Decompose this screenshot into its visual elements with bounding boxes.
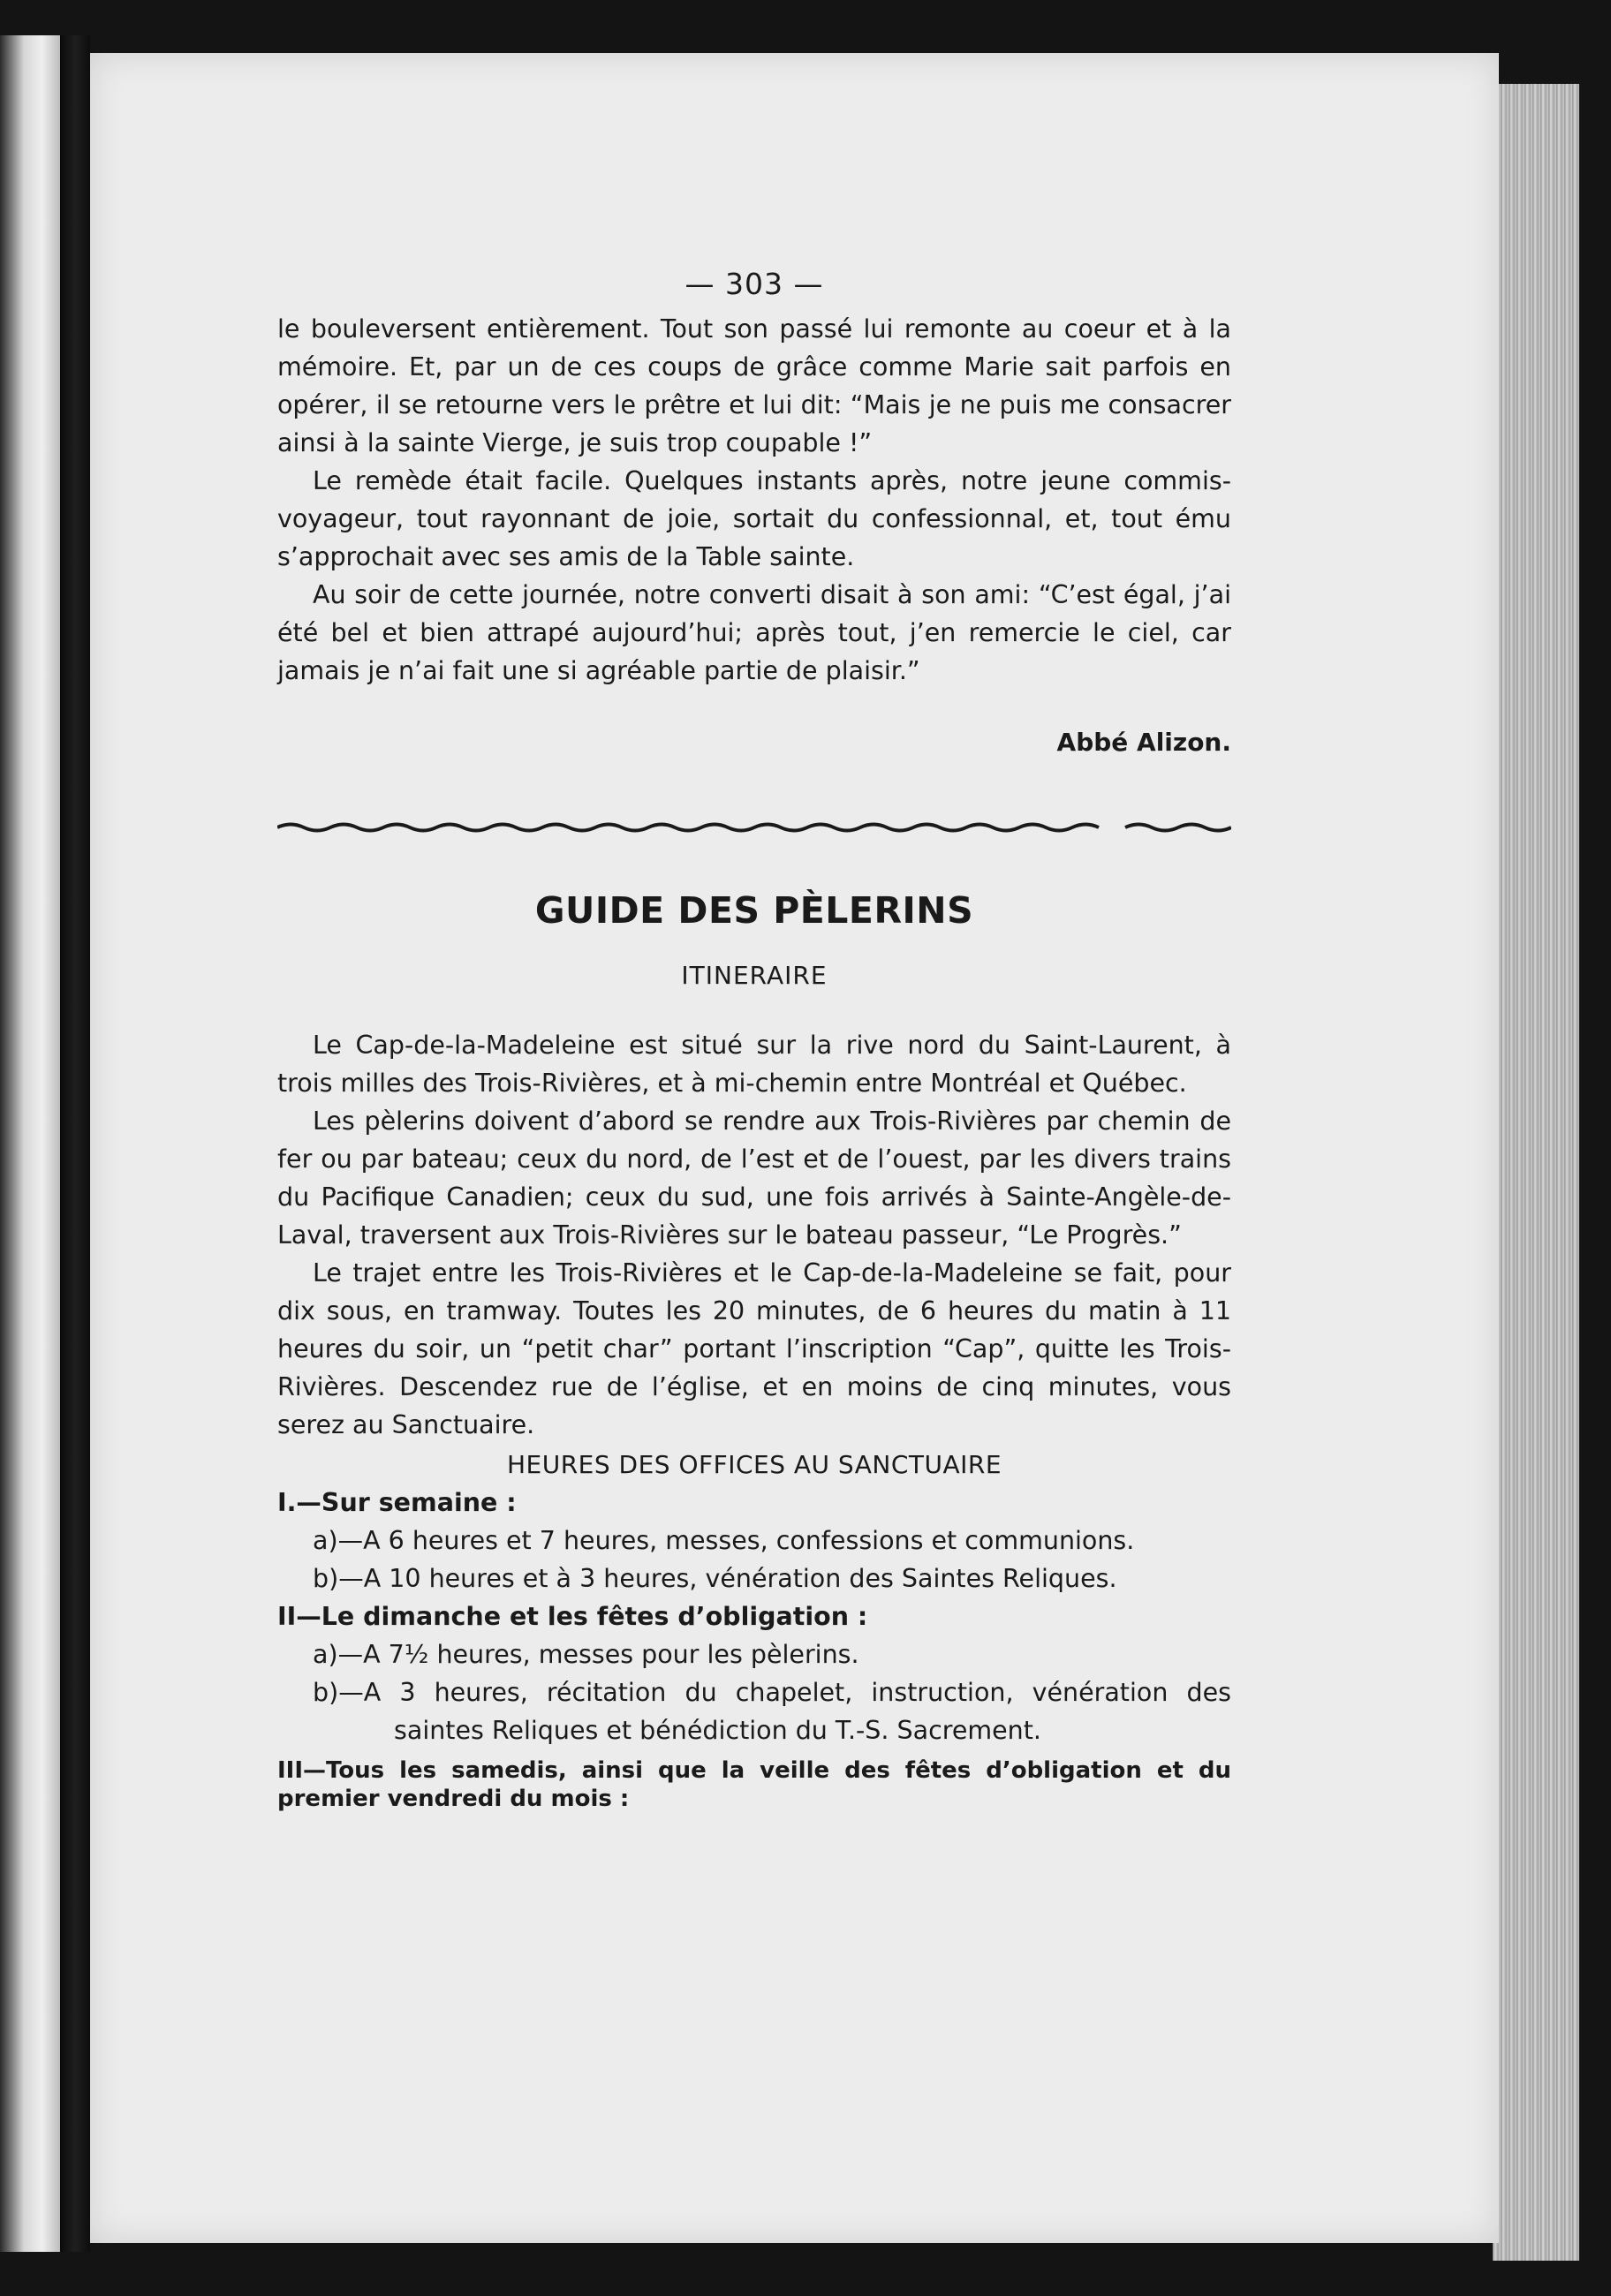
guide-paragraph: Le trajet entre les Trois-Rivières et le Cap-de-la-Madeleine se fait, pour dix sous, en tramway. Toutes les 20 minutes, de 6 heures du matin à 11 heures du soir, un “petit char” portant l’inscription “Cap”, quitte les Trois-Rivières. Descendez rue de l’église, et en moins de cinq minutes, vous serez au Sanctuaire. — [277, 1258, 1231, 1439]
signature: Abbé Alizon. — [1056, 728, 1231, 757]
itinerary-heading: ITINERAIRE — [681, 961, 828, 990]
left-page-edge — [0, 35, 60, 2252]
wavy-divider — [277, 818, 1231, 837]
page-content — [277, 265, 1231, 1813]
page-number: — 303 — — [684, 267, 824, 301]
guide-paragraph: Les pèlerins doivent d’abord se rendre aux Trois-Rivières par chemin de fer ou par bateau; ceux du nord, de l’est et de l’ouest, par les divers trains du Pacifique Canadien; ceux du sud, une fois arrivés à Sainte-Angèle-de-Laval, traversent aux Trois-Rivières sur le bateau passeur, “Le Progrès.” — [277, 1106, 1231, 1250]
section-heading: III—Tous les samedis, ainsi que la veille des fêtes d’obligation et du premier vendredi du mois : — [277, 1757, 1231, 1812]
list-item: a)—A 6 heures et 7 heures, messes, confessions et communions. — [313, 1526, 1135, 1555]
section-heading: II—Le dimanche et les fêtes d’obligation : — [277, 1602, 868, 1631]
list-item: b)—A 3 heures, récitation du chapelet, instruction, vénération des saintes Reliques et bénédiction du T.-S. Sacrement. — [313, 1678, 1231, 1745]
guide-paragraph: Le Cap-de-la-Madeleine est situé sur la rive nord du Saint-Laurent, à trois milles des Trois-Rivières, et à mi-chemin entre Montréal et Québec. — [277, 1031, 1231, 1098]
story-paragraph: le bouleversent entièrement. Tout son passé lui remonte au coeur et à la mémoire. Et, par un de ces coups de grâce comme Marie sait parfois en opérer, il se retourne vers le prêtre et lui dit: “Mais je ne puis me consacrer ainsi à la sainte Vierge, je suis trop coupable !” — [277, 314, 1231, 457]
page-stack-edge — [1493, 84, 1579, 2261]
guide-title: GUIDE DES PÈLERINS — [534, 889, 974, 932]
story-paragraph: Le remède était facile. Quelques instants après, notre jeune commis-voyageur, tout rayonnant de joie, sortait du confessionnal, et, tout ému s’approchait avec ses amis de la Table sainte. — [277, 466, 1231, 571]
list-item: b)—A 10 heures et à 3 heures, vénération des Saintes Reliques. — [313, 1564, 1117, 1593]
section-heading: I.—Sur semaine : — [277, 1488, 517, 1517]
hours-heading: HEURES DES OFFICES AU SANCTUAIRE — [506, 1450, 1002, 1479]
book-gutter — [60, 35, 90, 2252]
list-item: a)—A 7½ heures, messes pour les pèlerins. — [313, 1640, 859, 1669]
story-paragraph: Au soir de cette journée, notre converti disait à son ami: “C’est égal, j’ai été bel et bien attrapé aujourd’hui; après tout, j’en remercie le ciel, car jamais je n’ai fait une si agréable partie de plaisir.” — [277, 580, 1231, 685]
